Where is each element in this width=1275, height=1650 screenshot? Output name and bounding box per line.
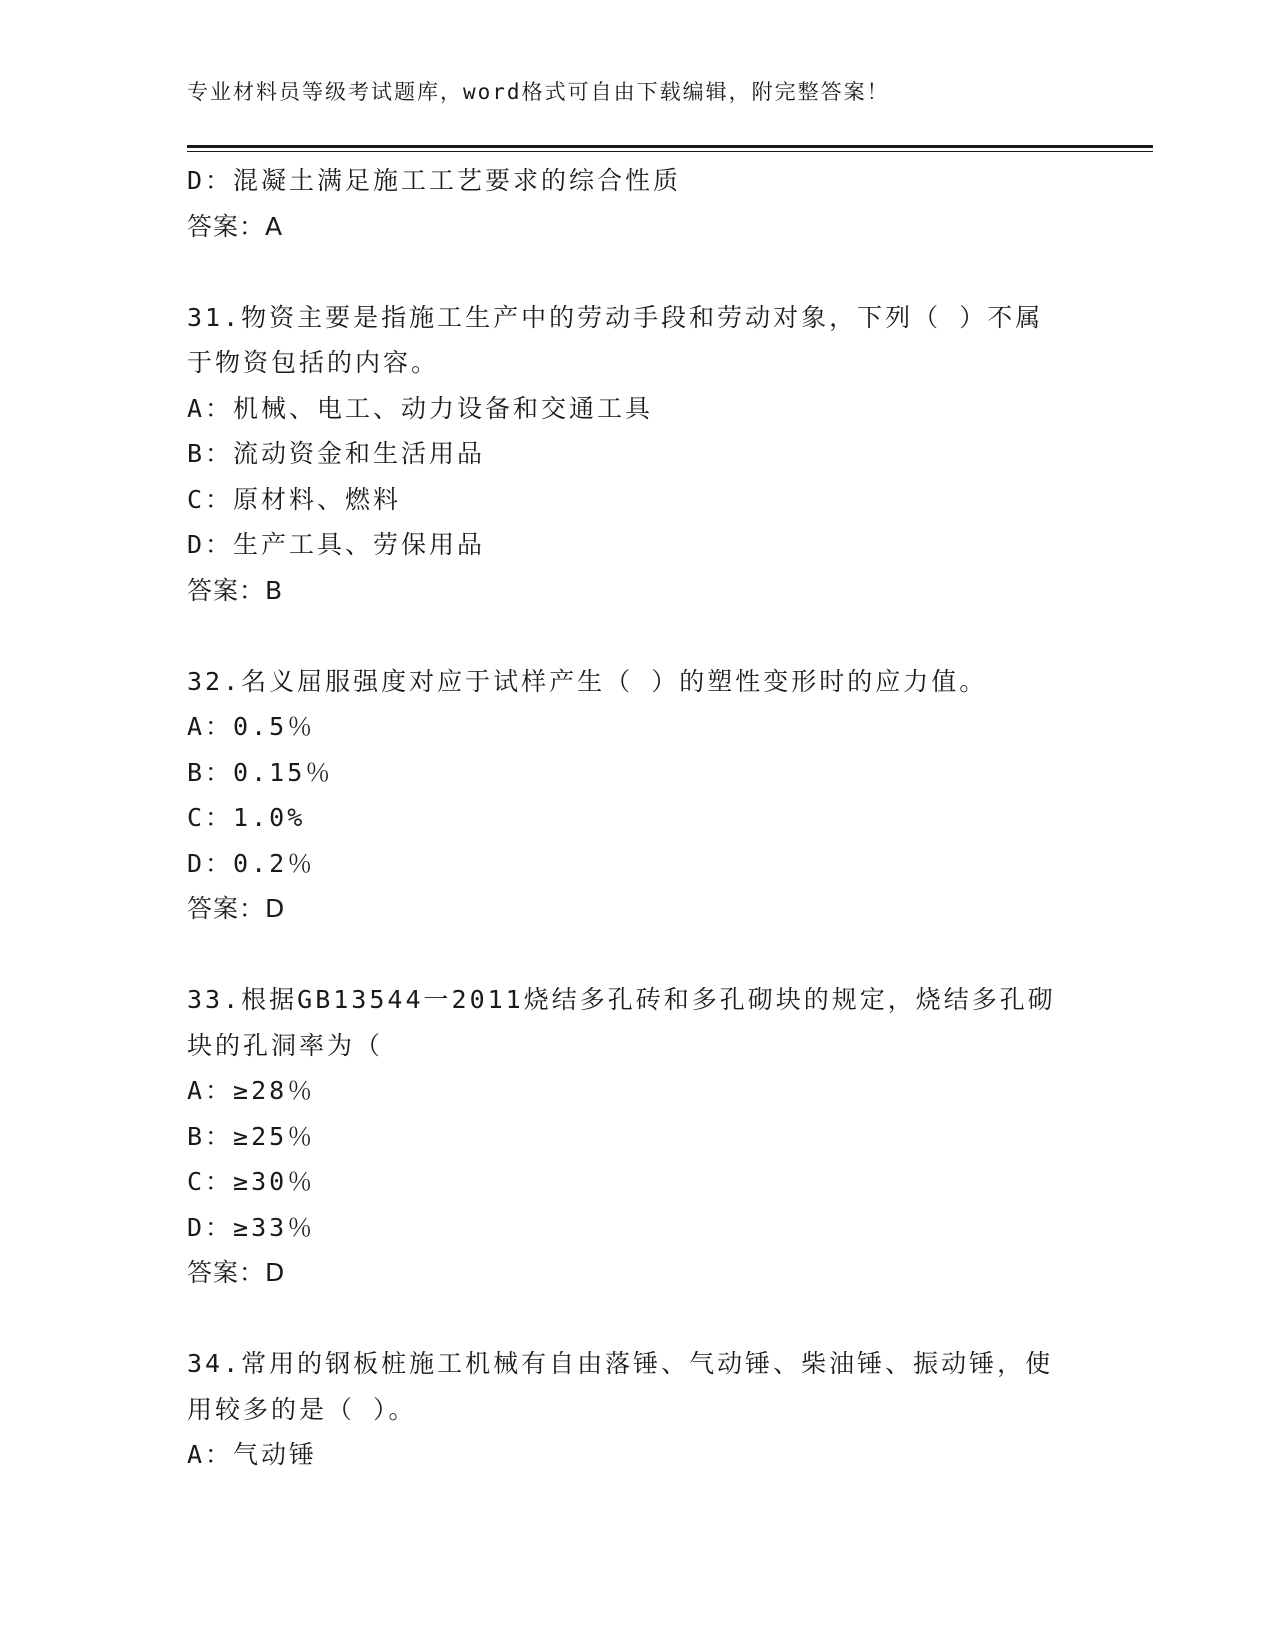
question-text: 33.根据GB13544一2011烧结多孔砖和多孔砌块的规定，烧结多孔砌 <box>187 985 1056 1014</box>
page-header: 专业材料员等级考试题库，word格式可自由下载编辑，附完整答案！ <box>187 80 890 104</box>
answer-line: 答案：B <box>187 575 284 605</box>
option-line: C：原材料、燃料 <box>187 484 402 514</box>
question-text: 34.常用的钢板桩施工机械有自由落锤、气动锤、柴油锤、振动锤，使 <box>187 1349 1054 1378</box>
spacer <box>187 1296 1067 1342</box>
answer-line: 答案：A <box>187 211 284 241</box>
answer-line: 答案：D <box>187 894 286 923</box>
option-line: B：0.15％ <box>187 757 334 787</box>
question-text: 31.物资主要是指施工生产中的劳动手段和劳动对象，下列（ ）不属 <box>187 302 1044 332</box>
header-rule-thick <box>187 145 1153 148</box>
question-list <box>187 158 1067 1478</box>
option-line: D：混凝土满足施工工艺要求的综合性质 <box>187 166 682 195</box>
header-rule-thin <box>187 151 1153 152</box>
question-text: 32.名义屈服强度对应于试样产生（ ）的塑性变形时的应力值。 <box>187 666 988 696</box>
option-line: A：0.5％ <box>187 712 316 741</box>
option-line: A：机械、电工、动力设备和交通工具 <box>187 393 654 423</box>
option-line: A：≥28％ <box>187 1076 316 1105</box>
option-line: D：0.2％ <box>187 848 316 878</box>
spacer <box>187 932 1067 978</box>
option-line: B：≥25％ <box>187 1121 316 1151</box>
option-line: C：≥30％ <box>187 1167 316 1196</box>
spacer <box>187 613 1067 659</box>
option-line: B：流动资金和生活用品 <box>187 439 486 468</box>
answer-line: 答案：D <box>187 1258 286 1287</box>
question-text: 用较多的是（ ）。 <box>187 1394 417 1424</box>
option-line: C：1.0% <box>187 803 306 832</box>
option-line: A：气动锤 <box>187 1440 318 1469</box>
question-text: 于物资包括的内容。 <box>187 348 440 377</box>
option-line: D：生产工具、劳保用品 <box>187 530 486 559</box>
question-text: 块的孔洞率为（ <box>187 1030 384 1060</box>
option-line: D：≥33％ <box>187 1212 316 1242</box>
spacer <box>187 249 1067 295</box>
